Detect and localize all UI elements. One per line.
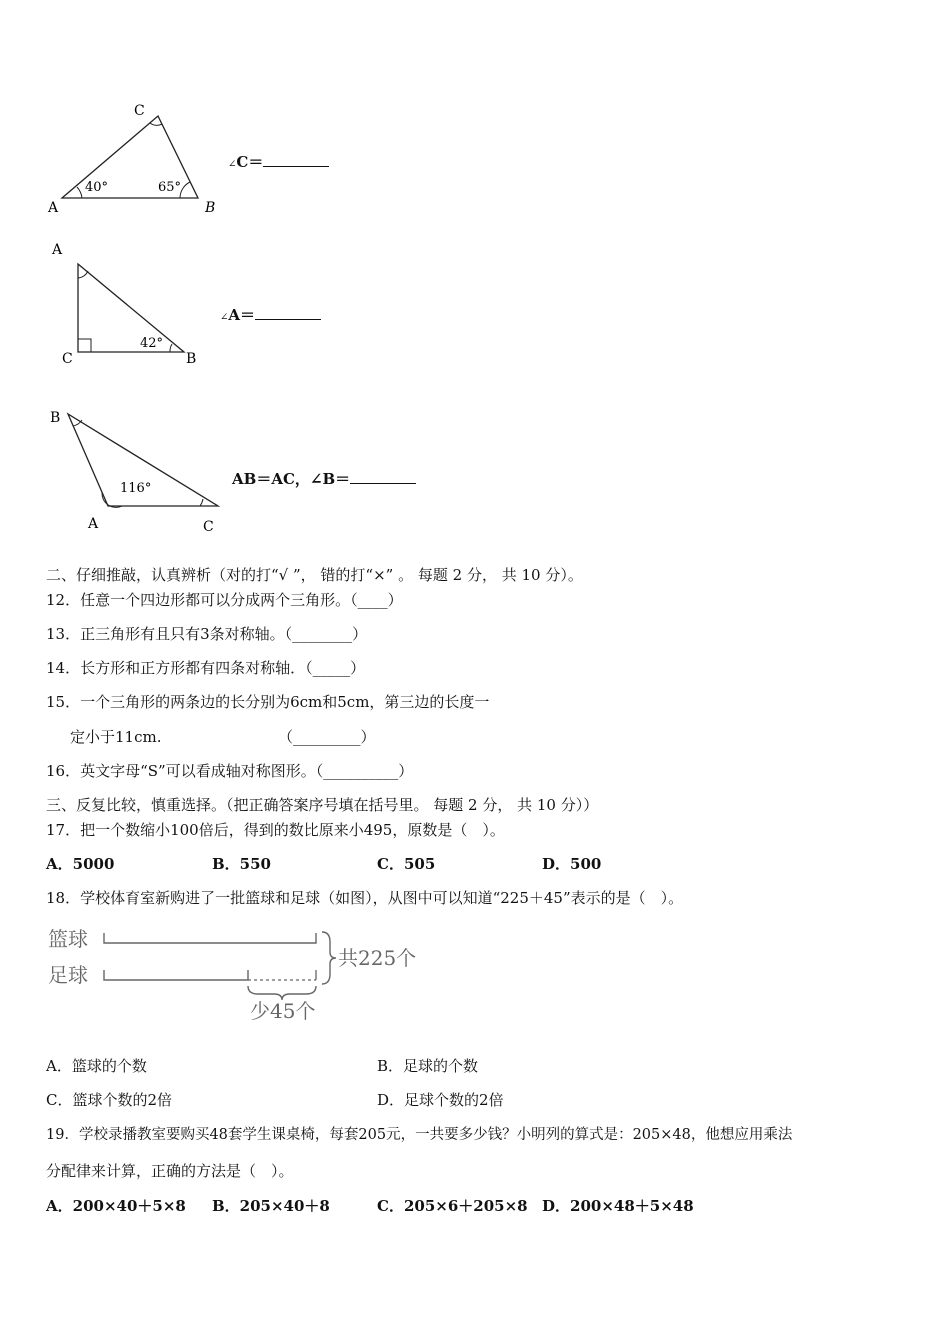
q17-option-a[interactable]: A．5000 (46, 855, 115, 873)
angle-symbol: ∠ (220, 312, 229, 323)
q17-option-d[interactable]: D．500 (542, 855, 602, 873)
q17-option-b[interactable]: B．550 (212, 855, 271, 873)
diagram-less-label: 少45个 (250, 999, 316, 1023)
question-17: 17．把一个数缩小100倍后，得到的数比原来小495，原数是（ ）。 (46, 821, 505, 839)
tri2-label-b: B (186, 351, 197, 367)
tri1-prompt (228, 152, 329, 175)
q18-option-a[interactable]: A．篮球的个数 (46, 1057, 147, 1075)
answer-blank[interactable] (263, 152, 329, 167)
tri2-angle-b: 42° (140, 336, 164, 351)
q19-option-d[interactable]: D．200×48＋5×48 (542, 1197, 694, 1215)
triangle-figure-3 (40, 400, 230, 540)
question-16: 16．英文字母“S”可以看成轴对称图形。（__________） (46, 762, 414, 780)
tri1-label-c: C (134, 103, 145, 119)
q19-option-a[interactable]: A．200×40＋5×8 (46, 1197, 186, 1215)
tri1-label-b: B (205, 200, 216, 216)
tri1-angle-b: 65° (158, 180, 182, 195)
question-15-line2: 定小于11cm. (70, 728, 162, 746)
tri2-prompt-text: A＝ (228, 306, 256, 324)
section2-heading: 二、仔细推敲，认真辨析（对的打“√ ”， 错的打“×” 。 每题 2 分， 共 10 分）。 (46, 566, 583, 584)
q19-option-b[interactable]: B．205×40＋8 (212, 1197, 330, 1215)
tri3-label-c: C (203, 519, 214, 535)
question-18: 18．学校体育室新购进了一批篮球和足球（如图），从图中可以知道“225＋45”表示的是（ ）。 (46, 889, 684, 907)
tri2-label-a: A (52, 242, 63, 258)
tri3-prompt-text: AB＝AC，∠B＝ (232, 470, 351, 488)
q17-option-c[interactable]: C．505 (377, 855, 436, 873)
q18-option-c[interactable]: C．篮球个数的2倍 (46, 1091, 173, 1109)
tri3-prompt (232, 469, 416, 489)
answer-blank[interactable] (255, 305, 321, 320)
tri2-prompt (220, 305, 321, 328)
tri3-label-a: A (88, 516, 99, 532)
question-15-paren: （_________） (278, 728, 376, 746)
angle-symbol: ∠ (228, 159, 237, 170)
q18-line-diagram (44, 918, 434, 1028)
triangle-figure-1 (40, 96, 240, 221)
tri3-label-b: B (50, 410, 61, 426)
question-14: 14．长方形和正方形都有四条对称轴．（_____） (46, 659, 366, 677)
tri3-angle-a: 116° (120, 481, 152, 496)
section3-heading: 三、反复比较，慎重选择。（把正确答案序号填在括号里。 每题 2 分， 共 10 分）） (46, 796, 599, 814)
answer-blank[interactable] (350, 469, 416, 484)
q18-option-b[interactable]: B．足球的个数 (377, 1057, 479, 1075)
question-15-line1: 15．一个三角形的两条边的长分别为6cm和5cm，第三边的长度一 (46, 693, 490, 711)
question-12: 12．任意一个四边形都可以分成两个三角形。（____） (46, 591, 403, 609)
question-19-line1: 19．学校录播教室要购买48套学生课桌椅，每套205元，一共要多少钱？小明列的算式是：205×48，他想应用乘法 (46, 1127, 793, 1143)
triangle-figure-2 (46, 236, 206, 371)
question-13: 13．正三角形有且只有3条对称轴。（________） (46, 625, 368, 643)
tri1-prompt-text: C＝ (236, 153, 264, 171)
tri1-angle-a: 40° (85, 180, 109, 195)
triangle-2-shape (78, 264, 184, 352)
diagram-total-label: 共225个 (338, 946, 417, 970)
diagram-football-label: 足球 (48, 963, 88, 987)
tri1-label-a: A (48, 200, 59, 216)
question-19-line2: 分配律来计算，正确的方法是（ ）。 (46, 1162, 294, 1180)
diagram-basketball-label: 篮球 (48, 927, 88, 951)
q19-option-c[interactable]: C．205×6＋205×8 (377, 1197, 528, 1215)
tri2-label-c: C (62, 351, 73, 367)
q18-option-d[interactable]: D．足球个数的2倍 (377, 1091, 504, 1109)
